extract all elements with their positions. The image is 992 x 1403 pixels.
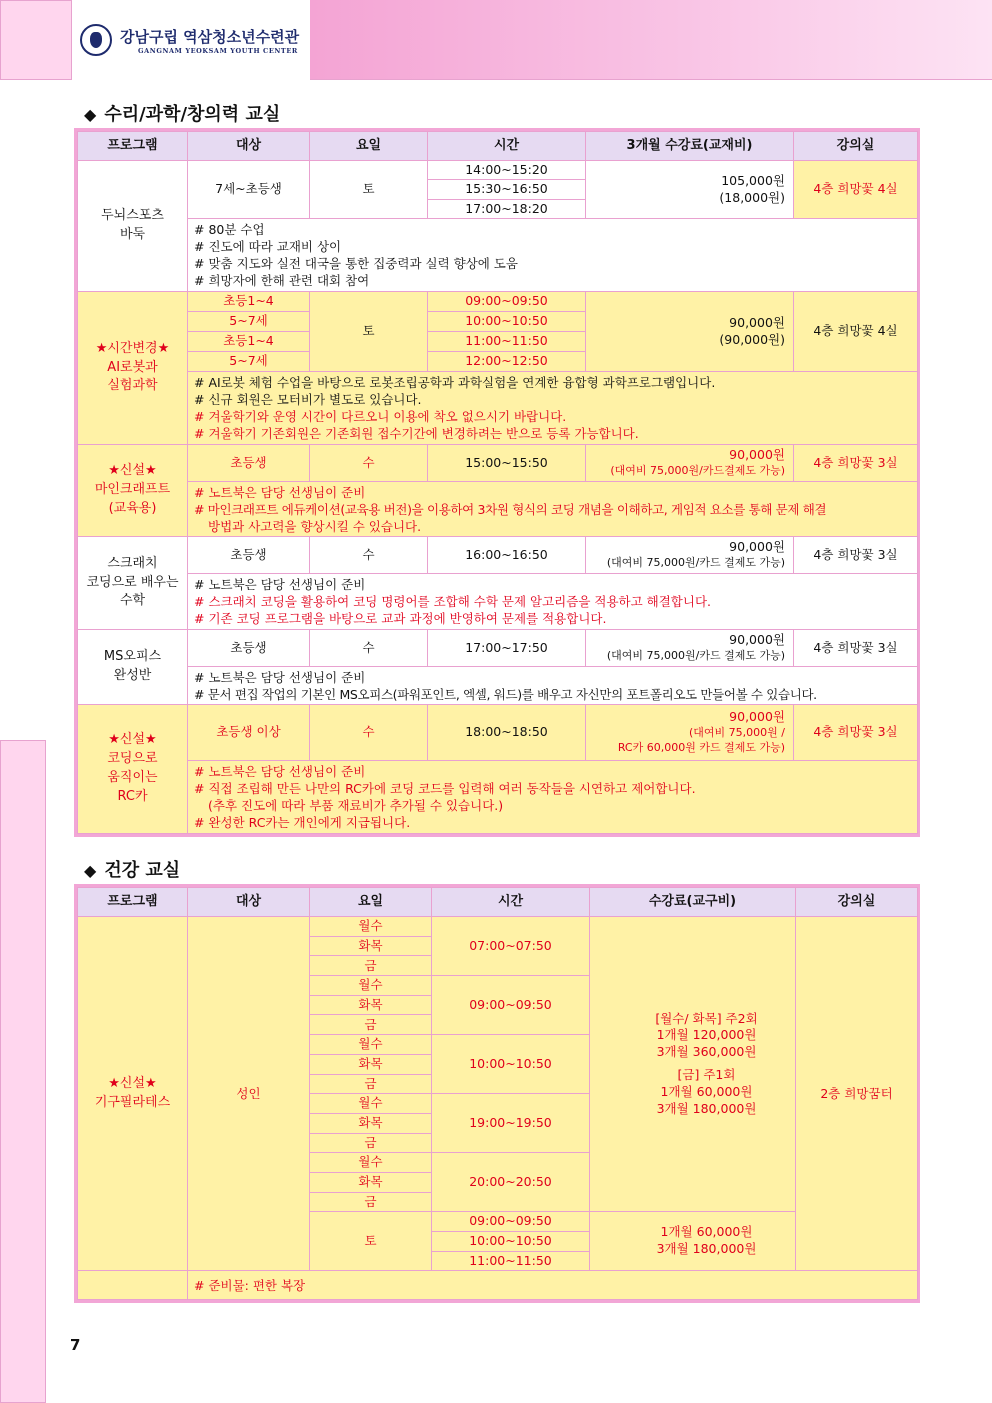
org-name-korean: 강남구립 역삼청소년수련관 bbox=[120, 28, 300, 46]
notes-cell: # 노트북은 담당 선생님이 준비 # 마인크래프트 에듀케이션(교육용 버전)을 이용하여 3차원 형식의 코딩 개념을 이해하고, 게임적 요소를 통해 문제 해결 방법과 사고력을 향상시킬 수 있습니다. bbox=[188, 482, 918, 537]
header-left-block bbox=[0, 0, 72, 80]
day-cell: 토 bbox=[310, 1212, 432, 1271]
table-row bbox=[78, 537, 918, 574]
time-cell: 10:00~10:50 bbox=[432, 1035, 590, 1094]
target-cell: 초등1~4 bbox=[188, 292, 310, 312]
day-cell: 토 bbox=[310, 292, 428, 372]
table-row bbox=[78, 219, 918, 292]
time-cell: 18:00~18:50 bbox=[428, 705, 586, 761]
time-cell: 16:00~16:50 bbox=[428, 537, 586, 574]
room-cell: 4층 희망꽃 3실 bbox=[794, 537, 918, 574]
target-cell: 성인 bbox=[188, 917, 310, 1271]
col-header: 프로그램 bbox=[78, 132, 188, 161]
table-row bbox=[78, 667, 918, 705]
time-cell: 14:00~15:20 bbox=[428, 161, 586, 180]
fee-cell: 90,000원 (대여비 75,000원/카드결제도 가능) bbox=[586, 445, 794, 482]
table-row bbox=[78, 761, 918, 834]
col-header: 강의실 bbox=[794, 132, 918, 161]
notes-cell: # 노트북은 담당 선생님이 준비 # 직접 조립해 만든 나만의 RC카에 코딩 코드를 입력해 여러 동작들을 시연하고 제어합니다. (추후 진도에 따라 부품 재료비가 추가될 수 있습니다.) # 완성한 RC카는 개인에게 지급됩니다. bbox=[188, 761, 918, 834]
table-row bbox=[78, 917, 918, 937]
time-cell: 17:00~17:50 bbox=[428, 630, 586, 667]
col-header: 강의실 bbox=[796, 888, 918, 917]
fee-cell: 1개월 60,000원 3개월 180,000원 bbox=[590, 1212, 796, 1271]
time-cell: 10:00~10:50 bbox=[432, 1232, 590, 1252]
fee-cell: 90,000원 (대여비 75,000원/카드 결제도 가능) bbox=[586, 537, 794, 574]
program-name-rc-car: ★신설★ 코딩으로 움직이는 RC카 bbox=[78, 705, 188, 834]
room-cell: 4층 희망꽃 3실 bbox=[794, 445, 918, 482]
time-cell: 11:00~11:50 bbox=[428, 332, 586, 352]
center-emblem-icon bbox=[80, 24, 112, 56]
col-header: 3개월 수강료(교재비) bbox=[586, 132, 794, 161]
table-row bbox=[78, 372, 918, 445]
program-name-ms-office: MS오피스 완성반 bbox=[78, 630, 188, 705]
fee-cell: 90,000원 (90,000원) bbox=[586, 292, 794, 372]
notes-cell: # AI로봇 체험 수업을 바탕으로 로봇조립공학과 과학실험을 연계한 융합형 과학프로그램입니다. # 신규 회원은 모터비가 별도로 있습니다. # 겨울학기와 운영 시간이 다르오니 이용에 착오 없으시기 바랍니다. # 겨울학기 기존회원은 기존회원 접수기간에 변경하려는 반으로 등록 가능합니다. bbox=[188, 372, 918, 445]
day-cell: 월수 bbox=[310, 976, 432, 996]
room-cell: 4층 희망꽃 4실 bbox=[794, 292, 918, 372]
notes-cell: # 노트북은 담당 선생님이 준비 # 스크래치 코딩을 활용하여 코딩 명령어를 조합해 수학 문제 알고리즘을 적용하고 해결합니다. # 기존 코딩 프로그램을 바탕으로 교과 과정에 반영하여 문제를 적용합니다. bbox=[188, 574, 918, 630]
target-cell: 초등생 bbox=[188, 537, 310, 574]
day-cell: 금 bbox=[310, 1192, 432, 1212]
target-cell: 초등1~4 bbox=[188, 332, 310, 352]
notes-cell: # 80분 수업 # 진도에 따라 교재비 상이 # 맞춤 지도와 실전 대국을 통한 집중력과 실력 향상에 도움 # 희망자에 한해 관련 대회 참여 bbox=[188, 219, 918, 292]
fee-cell: 90,000원 (대여비 75,000원 / RC카 60,000원 카드 결제도 가능) bbox=[586, 705, 794, 761]
room-cell: 4층 희망꽃 3실 bbox=[794, 705, 918, 761]
fee-cell: 105,000원 (18,000원) bbox=[586, 161, 794, 219]
day-cell: 월수 bbox=[310, 1035, 432, 1055]
table-header-row bbox=[78, 132, 918, 161]
page-number: 7 bbox=[70, 1336, 81, 1354]
time-cell: 17:00~18:20 bbox=[428, 200, 586, 219]
day-cell: 금 bbox=[310, 956, 432, 976]
side-decoration-bar bbox=[0, 740, 46, 1403]
table-row bbox=[78, 1271, 918, 1300]
col-header: 대상 bbox=[188, 888, 310, 917]
table-row bbox=[78, 482, 918, 537]
day-cell: 화목 bbox=[310, 936, 432, 956]
day-cell: 화목 bbox=[310, 1054, 432, 1074]
table-row bbox=[78, 630, 918, 667]
notes-cell: # 노트북은 담당 선생님이 준비 # 문서 편집 작업의 기본인 MS오피스(파워포인트, 엑셀, 워드)를 배우고 자신만의 포트폴리오도 만들어볼 수 있습니다. bbox=[188, 667, 918, 705]
col-header: 프로그램 bbox=[78, 888, 188, 917]
section-title-health: ◆ 건강 교실 bbox=[84, 860, 181, 881]
program-name-minecraft: ★신설★ 마인크래프트 (교육용) bbox=[78, 445, 188, 537]
time-cell: 09:00~09:50 bbox=[432, 976, 590, 1035]
program-name-baduk: 두뇌스포츠 바둑 bbox=[78, 161, 188, 292]
table-row bbox=[78, 705, 918, 761]
day-cell: 화목 bbox=[310, 1172, 432, 1192]
notes-cell: # 준비물: 편한 복장 bbox=[188, 1271, 918, 1300]
target-cell: 5~7세 bbox=[188, 352, 310, 372]
day-cell: 금 bbox=[310, 1074, 432, 1094]
day-cell: 금 bbox=[310, 1133, 432, 1153]
col-header: 수강료(교구비) bbox=[590, 888, 796, 917]
time-cell: 20:00~20:50 bbox=[432, 1153, 590, 1212]
day-cell: 화목 bbox=[310, 995, 432, 1015]
col-header: 요일 bbox=[310, 132, 428, 161]
empty-cell bbox=[78, 1271, 188, 1300]
day-cell: 수 bbox=[310, 630, 428, 667]
section-title-science: ◆ 수리/과학/창의력 교실 bbox=[84, 104, 281, 125]
time-cell: 07:00~07:50 bbox=[432, 917, 590, 976]
day-cell: 수 bbox=[310, 445, 428, 482]
col-header: 시간 bbox=[432, 888, 590, 917]
org-name-english: GANGNAM YEOKSAM YOUTH CENTER bbox=[138, 47, 298, 55]
day-cell: 수 bbox=[310, 705, 428, 761]
time-cell: 09:00~09:50 bbox=[428, 292, 586, 312]
table-row bbox=[78, 161, 918, 180]
day-cell: 토 bbox=[310, 161, 428, 219]
target-cell: 7세~초등생 bbox=[188, 161, 310, 219]
day-cell: 화목 bbox=[310, 1113, 432, 1133]
table-row bbox=[78, 445, 918, 482]
time-cell: 09:00~09:50 bbox=[432, 1212, 590, 1232]
room-cell: 2층 희망꿈터 bbox=[796, 917, 918, 1271]
time-cell: 15:00~15:50 bbox=[428, 445, 586, 482]
target-cell: 초등생 bbox=[188, 445, 310, 482]
day-cell: 월수 bbox=[310, 917, 432, 937]
table-row bbox=[78, 292, 918, 312]
col-header: 시간 bbox=[428, 132, 586, 161]
col-header: 대상 bbox=[188, 132, 310, 161]
diamond-bullet-icon: ◆ bbox=[84, 105, 97, 124]
health-class-table bbox=[74, 884, 920, 1303]
day-cell: 금 bbox=[310, 1015, 432, 1035]
col-header: 요일 bbox=[310, 888, 432, 917]
fee-cell: [월수/ 화목] 주2회 1개월 120,000원 3개월 360,000원 [금] 주1회 1개월 60,000원 3개월 180,000원 bbox=[590, 917, 796, 1212]
target-cell: 5~7세 bbox=[188, 312, 310, 332]
time-cell: 12:00~12:50 bbox=[428, 352, 586, 372]
day-cell: 월수 bbox=[310, 1094, 432, 1114]
time-cell: 11:00~11:50 bbox=[432, 1251, 590, 1271]
table-header-row bbox=[78, 888, 918, 917]
science-class-table bbox=[74, 128, 920, 837]
fee-cell: 90,000원 (대여비 75,000원/카드 결제도 가능) bbox=[586, 630, 794, 667]
target-cell: 초등생 이상 bbox=[188, 705, 310, 761]
program-name-ai-robot: ★시간변경★ AI로봇과 실험과학 bbox=[78, 292, 188, 445]
day-cell: 월수 bbox=[310, 1153, 432, 1173]
time-cell: 15:30~16:50 bbox=[428, 180, 586, 200]
header-gradient-banner bbox=[310, 0, 992, 80]
program-name-scratch: 스크래치 코딩으로 배우는 수학 bbox=[78, 537, 188, 630]
day-cell: 수 bbox=[310, 537, 428, 574]
program-name-pilates: ★신설★ 기구필라테스 bbox=[78, 917, 188, 1271]
target-cell: 초등생 bbox=[188, 630, 310, 667]
diamond-bullet-icon: ◆ bbox=[84, 861, 97, 880]
time-cell: 19:00~19:50 bbox=[432, 1094, 590, 1153]
time-cell: 10:00~10:50 bbox=[428, 312, 586, 332]
room-cell: 4층 희망꽃 4실 bbox=[794, 161, 918, 219]
table-row bbox=[78, 574, 918, 630]
room-cell: 4층 희망꽃 3실 bbox=[794, 630, 918, 667]
